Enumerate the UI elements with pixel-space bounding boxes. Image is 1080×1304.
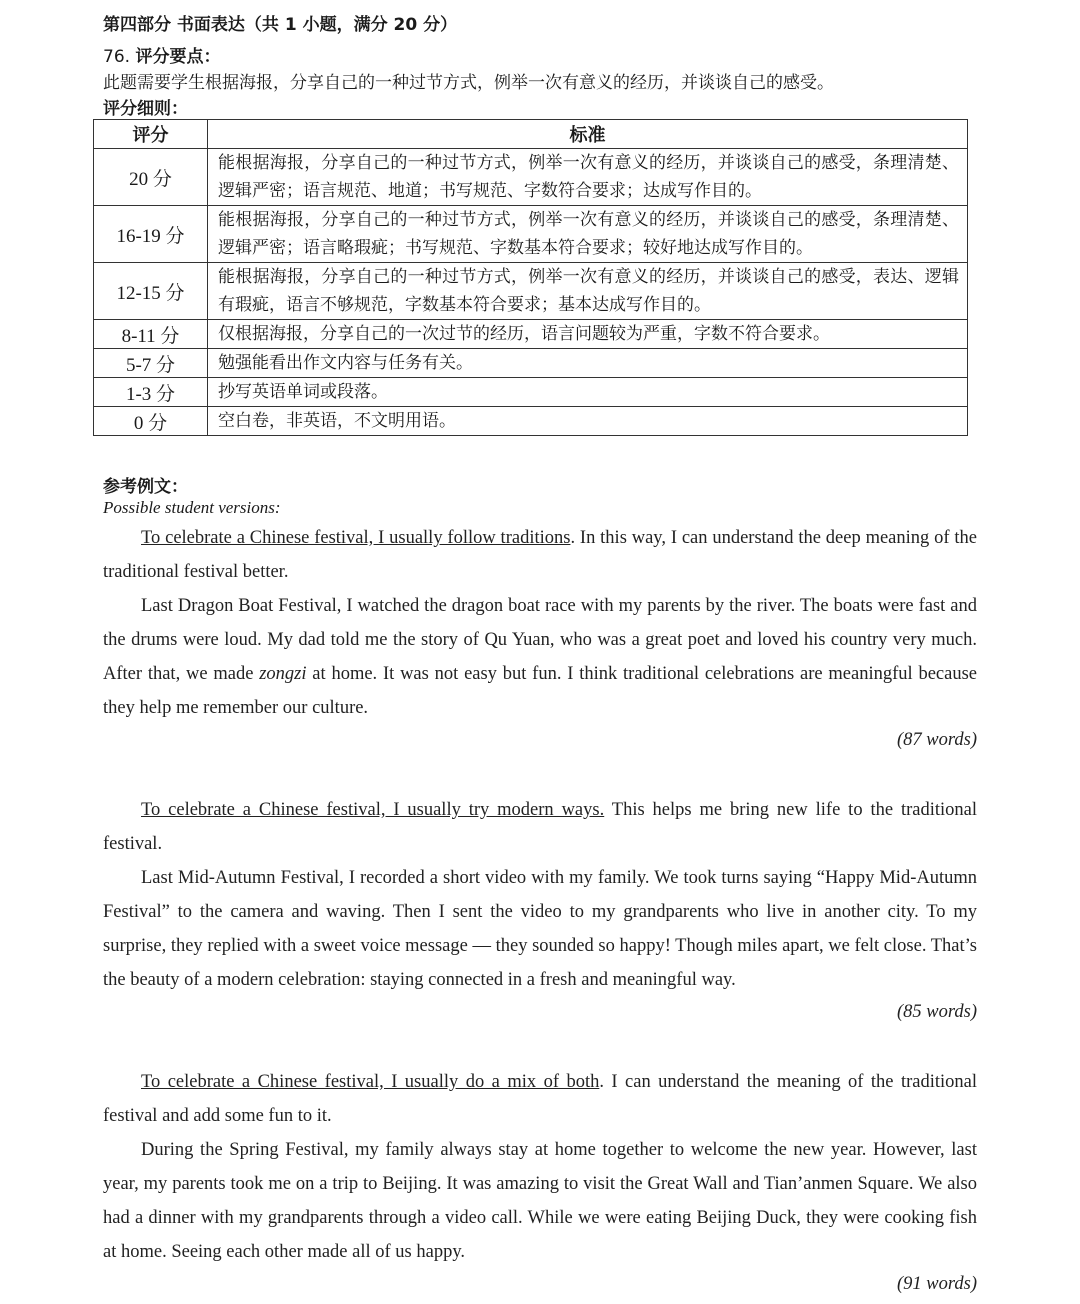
rubric-score: 5-7 分 [94,349,208,378]
question-number: 76. [103,47,131,67]
rubric-row [94,206,968,263]
essay-body: Last Dragon Boat Festival, I watched the dragon boat race with my parents by the river. The boats were fast and the drums were loud. My dad told me the story of Qu Yuan, who was a great poet and loved his country very much. After that, we made [103,596,977,684]
topic-sentence: To celebrate a Chinese festival, I usually do a mix of both [141,1072,600,1092]
rubric-criteria: 能根据海报，分享自己的一种过节方式，例举一次有意义的经历，并谈谈自己的感受，条理清楚、逻辑严密；语言规范、地道；书写规范、字数符合要求；达成写作目的。 [208,149,968,206]
rubric-score: 16-19 分 [94,206,208,263]
rubric-row [94,378,968,407]
essay-body: Last Mid-Autumn Festival, I recorded a short video with my family. We took turns saying “Happy Mid-Autumn Festival” to the camera and waving. Then I sent the video to my grandparents who live in another city. To my surprise, they replied with a sweet voice message — they sounded so happy! Though miles apart, we felt close. That’s the beauty of a modern celebration: staying connected in a fresh and meaningful way. [103,868,977,990]
word-count: (87 words) [897,730,977,750]
essay-paragraph [103,589,977,725]
section-title: 第四部分 书面表达（共 1 小题，满分 20 分） [103,15,458,35]
rubric-score: 0 分 [94,407,208,436]
topic-rest: . In this way, I can understand the deep meaning of the traditional festival better. [103,528,977,582]
essay-2 [103,793,977,997]
rubric-score: 8-11 分 [94,320,208,349]
rubric-table [93,119,968,436]
rubric-row [94,320,968,349]
possible-versions-subtitle: Possible student versions: [103,498,281,517]
rubric-criteria: 能根据海报，分享自己的一种过节方式，例举一次有意义的经历，并谈谈自己的感受，表达、逻辑有瑕疵，语言不够规范，字数基本符合要求；基本达成写作目的。 [208,263,968,320]
rubric-header-criteria: 标准 [208,120,968,149]
essay-body-italic: zongzi [259,664,307,684]
word-count: (91 words) [897,1274,977,1294]
rubric-row [94,263,968,320]
rubric-header-score: 评分 [94,120,208,149]
essay-paragraph [103,1133,977,1269]
essay-paragraph [103,793,977,861]
essay-paragraph [103,1065,977,1133]
rubric-criteria: 能根据海报，分享自己的一种过节方式，例举一次有意义的经历，并谈谈自己的感受，条理清楚、逻辑严密；语言略瑕疵；书写规范、字数基本符合要求；较好地达成写作目的。 [208,206,968,263]
rubric-score: 12-15 分 [94,263,208,320]
topic-sentence: To celebrate a Chinese festival, I usually follow traditions [141,528,571,548]
scoring-points-label: 评分要点： [135,47,221,67]
rubric-criteria: 勉强能看出作文内容与任务有关。 [208,349,968,378]
rubric-criteria: 抄写英语单词或段落。 [208,378,968,407]
essay-body: During the Spring Festival, my family always stay at home together to welcome the new year. However, last year, my parents took me on a trip to Beijing. It was amazing to visit the Great Wall and Tian’anmen Square. We also had a dinner with my grandparents through a video call. While we were eating Beijing Duck, they were cooking fish at home. Seeing each other made all of us happy. [103,1140,977,1262]
topic-rest: This helps me bring new life to the traditional festival. [103,800,977,854]
rubric-criteria: 空白卷，非英语，不文明用语。 [208,407,968,436]
word-count: (85 words) [897,1002,977,1022]
topic-sentence: To celebrate a Chinese festival, I usually try modern ways. [141,800,605,820]
essay-paragraph [103,521,977,589]
task-description: 此题需要学生根据海报，分享自己的一种过节方式，例举一次有意义的经历，并谈谈自己的感受。 [103,73,834,93]
essay-paragraph [103,861,977,997]
rubric-score: 1-3 分 [94,378,208,407]
essay-1 [103,521,977,725]
question-heading [103,42,220,67]
rubric-criteria: 仅根据海报，分享自己的一次过节的经历，语言问题较为严重，字数不符合要求。 [208,320,968,349]
rubric-score: 20 分 [94,149,208,206]
topic-rest: . I can understand the meaning of the traditional festival and add some fun to it. [103,1072,977,1126]
essay-body-rest: at home. It was not easy but fun. I think traditional celebrations are meaningful because they help me remember our culture. [103,664,977,718]
rubric-row [94,407,968,436]
reference-essays-title: 参考例文： [103,477,188,497]
rubric-row [94,349,968,378]
scoring-details-label: 评分细则： [103,99,188,119]
essay-3 [103,1065,977,1269]
rubric-header-row [94,120,968,149]
rubric-row [94,149,968,206]
